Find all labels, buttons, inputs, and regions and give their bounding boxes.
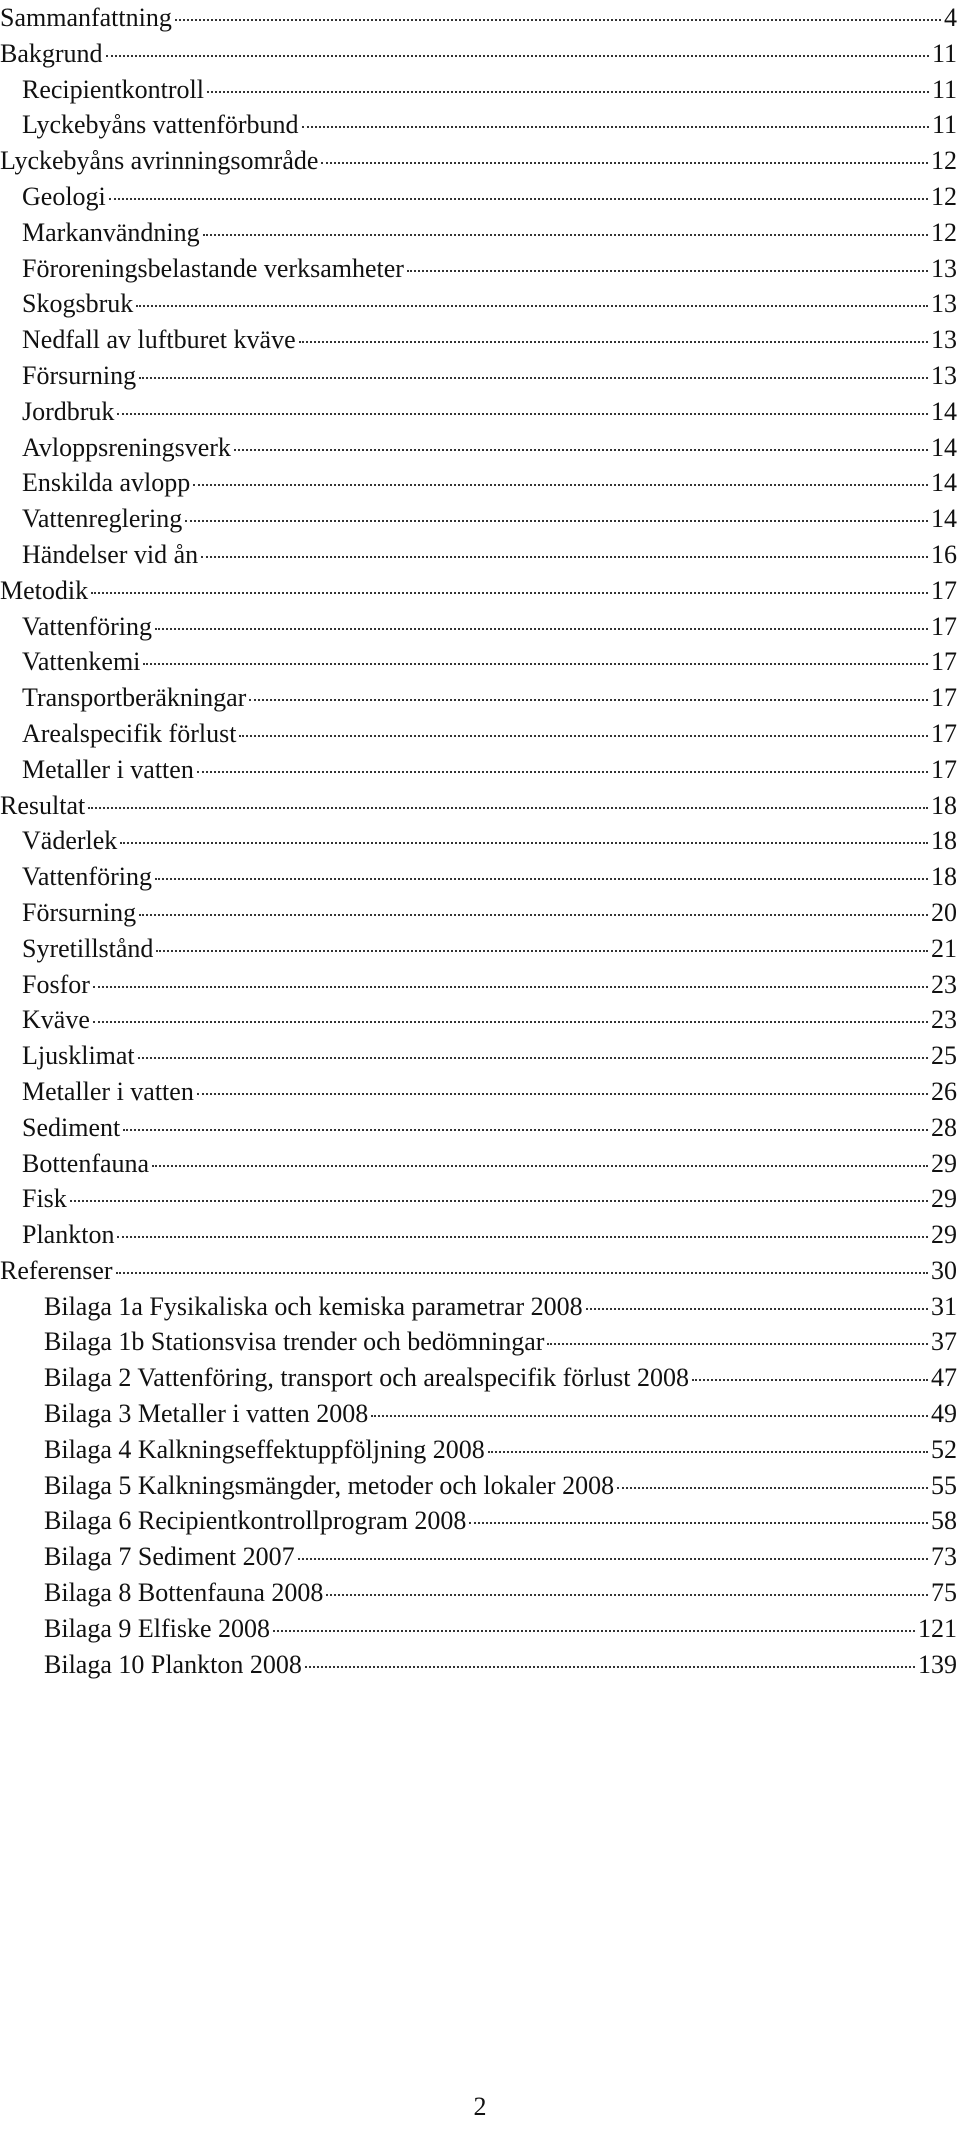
toc-entry-page: 47 (931, 1363, 957, 1393)
toc-entry[interactable] (0, 1539, 957, 1575)
toc-entry[interactable] (0, 1217, 957, 1253)
toc-entry-title: Ljusklimat (22, 1041, 135, 1071)
toc-entry-title: Plankton (22, 1220, 115, 1250)
dot-leader (273, 1630, 915, 1632)
toc-entry[interactable] (0, 1432, 957, 1468)
toc-entry[interactable] (0, 430, 957, 466)
toc-entry-title: Bilaga 2 Vattenföring, transport och arealspecifik förlust 2008 (44, 1363, 690, 1393)
toc-entry-page: 17 (931, 683, 957, 713)
toc-entry-page: 4 (944, 3, 957, 32)
dot-leader (88, 807, 928, 809)
dot-leader (143, 663, 928, 665)
toc-entry-page: 29 (931, 1220, 957, 1250)
dot-leader (321, 162, 928, 164)
toc-entry-title: Bilaga 10 Plankton 2008 (44, 1649, 302, 1679)
toc-entry[interactable] (0, 1468, 957, 1504)
toc-entry[interactable] (0, 501, 957, 537)
dot-leader (586, 1308, 928, 1310)
toc-entry[interactable] (0, 752, 957, 788)
toc-entry-page: 12 (931, 146, 957, 176)
toc-entry-title: Bilaga 6 Recipientkontrollprogram 2008 (44, 1506, 467, 1536)
toc-entry-page: 20 (931, 897, 957, 927)
dot-leader (123, 1129, 928, 1131)
toc-entry[interactable] (0, 358, 957, 394)
toc-entry[interactable] (0, 322, 957, 358)
dot-leader (139, 914, 928, 916)
toc-entry-title: Vattenföring (22, 862, 152, 892)
toc-entry-title: Föroreningsbelastande verksamheter (22, 253, 404, 283)
toc-entry-page: 17 (931, 754, 957, 784)
toc-entry[interactable] (0, 465, 957, 501)
toc-entry-title: Bottenfauna (22, 1148, 150, 1178)
toc-entry-page: 13 (931, 360, 957, 390)
toc-entry-page: 139 (918, 1649, 957, 1679)
dot-leader (305, 1666, 915, 1668)
toc-entry-title: Enskilda avlopp (22, 468, 191, 498)
toc-entry[interactable] (0, 36, 957, 72)
dot-leader (117, 413, 928, 415)
toc-entry[interactable] (0, 1396, 957, 1432)
dot-leader (152, 1165, 928, 1167)
dot-leader (197, 1093, 928, 1095)
dot-leader (239, 735, 928, 737)
toc-entry-page: 28 (931, 1112, 957, 1142)
toc-entry-title: Bilaga 7 Sediment 2007 (44, 1542, 295, 1572)
dot-leader (117, 1236, 928, 1238)
toc-entry-title: Metodik (0, 575, 89, 605)
toc-entry-page: 18 (931, 862, 957, 892)
toc-entry-title: Vattenföring (22, 611, 152, 641)
toc-entry-title: Metaller i vatten (22, 1076, 194, 1106)
toc-entry-page: 17 (931, 611, 957, 641)
toc-entry-page: 21 (931, 933, 957, 963)
dot-leader (547, 1343, 928, 1345)
toc-entry-page: 13 (931, 325, 957, 355)
dot-leader (116, 1272, 928, 1274)
toc-entry[interactable] (0, 1360, 957, 1396)
toc-entry-title: Fosfor (22, 969, 90, 999)
toc-entry-title: Försurning (22, 360, 137, 390)
toc-entry-page: 17 (931, 647, 957, 677)
dot-leader (201, 556, 928, 558)
toc-entry-title: Jordbruk (22, 396, 115, 426)
toc-entry-page: 17 (931, 718, 957, 748)
toc-entry-page: 23 (931, 969, 957, 999)
toc-entry-page: 49 (931, 1399, 957, 1429)
dot-leader (155, 878, 928, 880)
toc-entry-title: Försurning (22, 897, 137, 927)
toc-entry-page: 23 (931, 1005, 957, 1035)
toc-entry[interactable] (0, 537, 957, 573)
dot-leader (175, 19, 941, 21)
toc-entry-page: 37 (931, 1327, 957, 1357)
toc-entry-title: Lyckebyåns avrinningsområde (0, 146, 319, 176)
toc-entry[interactable] (0, 394, 957, 430)
toc-entry[interactable] (0, 573, 957, 609)
dot-leader (70, 1200, 928, 1202)
toc-entry-title: Skogsbruk (22, 289, 134, 319)
toc-entry-title: Transportberäkningar (22, 683, 247, 713)
toc-entry-title: Händelser vid ån (22, 539, 199, 569)
toc-entry-page: 25 (931, 1041, 957, 1071)
toc-entry[interactable] (0, 143, 957, 179)
toc-entry-page: 16 (931, 539, 957, 569)
toc-entry-page: 14 (931, 396, 957, 426)
dot-leader (136, 305, 928, 307)
toc-entry-title: Recipientkontroll (22, 74, 204, 104)
dot-leader (138, 1057, 928, 1059)
toc-entry-page: 31 (931, 1291, 957, 1321)
toc-entry-title: Referenser (0, 1255, 113, 1285)
toc-entry-title: Bilaga 5 Kalkningsmängder, metoder och lokaler 2008 (44, 1470, 615, 1500)
toc-entry-page: 73 (931, 1542, 957, 1572)
toc-entry-page: 17 (931, 575, 957, 605)
dot-leader (193, 484, 928, 486)
toc-entry[interactable] (0, 179, 957, 215)
toc-entry-title: Syretillstånd (22, 933, 154, 963)
toc-entry[interactable] (0, 1647, 957, 1683)
dot-leader (469, 1522, 928, 1524)
toc-entry[interactable] (0, 251, 957, 287)
toc-entry-title: Bilaga 1a Fysikaliska och kemiska parametrar 2008 (44, 1291, 583, 1321)
dot-leader (155, 628, 928, 630)
toc-entry[interactable] (0, 1289, 957, 1325)
toc-entry[interactable] (0, 1110, 957, 1146)
toc-entry-page: 18 (931, 826, 957, 856)
dot-leader (617, 1487, 928, 1489)
toc-entry[interactable] (0, 931, 957, 967)
toc-entry-title: Bilaga 3 Metaller i vatten 2008 (44, 1399, 369, 1429)
toc-entry-title: Metaller i vatten (22, 754, 194, 784)
dot-leader (91, 592, 928, 594)
toc-entry-page: 29 (931, 1184, 957, 1214)
toc-entry-page: 30 (931, 1255, 957, 1285)
toc-entry[interactable] (0, 716, 957, 752)
dot-leader (302, 126, 929, 128)
dot-leader (326, 1594, 928, 1596)
toc-entry[interactable] (0, 1324, 957, 1360)
toc-entry-title: Avloppsreningsverk (22, 432, 231, 462)
toc-entry[interactable] (0, 1038, 957, 1074)
dot-leader (234, 449, 928, 451)
toc-entry-page: 26 (931, 1076, 957, 1106)
toc-entry-page: 13 (931, 289, 957, 319)
toc-entry-page: 55 (931, 1470, 957, 1500)
toc-entry-title: Kväve (22, 1005, 90, 1035)
toc-entry-title: Arealspecifik förlust (22, 718, 237, 748)
toc-entry[interactable] (0, 967, 957, 1003)
toc-entry-title: Bilaga 8 Bottenfauna 2008 (44, 1578, 324, 1608)
toc-entry-page: 11 (931, 110, 957, 140)
dot-leader (109, 198, 928, 200)
toc-entry-title: Sediment (22, 1112, 121, 1142)
toc-entry[interactable] (0, 1253, 957, 1289)
toc-entry-title: Markanvändning (22, 217, 200, 247)
toc-entry[interactable] (0, 859, 957, 895)
toc-entry[interactable] (0, 1575, 957, 1611)
toc-entry-title: Vattenkemi (22, 647, 141, 677)
toc-entry-page: 29 (931, 1148, 957, 1178)
toc-entry-page: 75 (931, 1578, 957, 1608)
toc-entry-title: Bilaga 1b Stationsvisa trender och bedömningar (44, 1327, 545, 1357)
toc-entry-title: Fisk (22, 1184, 67, 1214)
toc-entry[interactable] (0, 1503, 957, 1539)
dot-leader (93, 986, 928, 988)
toc-entry[interactable] (0, 72, 957, 108)
dot-leader (185, 520, 928, 522)
toc-entry[interactable] (0, 895, 957, 931)
dot-leader (207, 91, 929, 93)
toc-entry-page: 121 (918, 1613, 957, 1643)
toc-entry-page: 13 (931, 253, 957, 283)
dot-leader (156, 950, 928, 952)
toc-entry[interactable] (0, 609, 957, 645)
toc-entry[interactable] (0, 823, 957, 859)
toc-entry-page: 12 (931, 217, 957, 247)
toc-entry[interactable] (0, 1181, 957, 1217)
dot-leader (203, 234, 928, 236)
dot-leader (407, 270, 928, 272)
toc-entry-page: 14 (931, 504, 957, 534)
toc-entry-title: Nedfall av luftburet kväve (22, 325, 296, 355)
toc-entry[interactable] (0, 286, 957, 322)
toc-entry[interactable] (0, 680, 957, 716)
dot-leader (120, 842, 928, 844)
toc-entry-title: Väderlek (22, 826, 118, 856)
toc-entry[interactable] (0, 1611, 957, 1647)
page-number: 2 (473, 2092, 487, 2121)
toc-entry-title: Lyckebyåns vattenförbund (22, 110, 299, 140)
toc-entry-title: Bilaga 4 Kalkningseffektuppföljning 2008 (44, 1434, 485, 1464)
toc-entry-title: Sammanfattning (0, 3, 172, 32)
toc-entry-page: 14 (931, 468, 957, 498)
toc-entry[interactable] (0, 1146, 957, 1182)
dot-leader (249, 699, 928, 701)
toc-entry[interactable] (0, 1002, 957, 1038)
toc-entry-title: Bilaga 9 Elfiske 2008 (44, 1613, 271, 1643)
toc-entry[interactable] (0, 107, 957, 143)
dot-leader (197, 771, 928, 773)
dot-leader (488, 1451, 928, 1453)
dot-leader (106, 55, 929, 57)
toc-entry-title: Geologi (22, 181, 106, 211)
toc-entry-page: 18 (931, 790, 957, 820)
toc-entry-page: 11 (931, 74, 957, 104)
toc-entry-title: Bakgrund (0, 38, 103, 68)
dot-leader (139, 377, 928, 379)
toc-entry-title: Resultat (0, 790, 86, 820)
toc-entry-page: 14 (931, 432, 957, 462)
dot-leader (298, 1558, 928, 1560)
dot-leader (371, 1415, 928, 1417)
toc-entry[interactable] (0, 0, 957, 36)
dot-leader (299, 341, 928, 343)
toc-entry[interactable] (0, 644, 957, 680)
toc-entry[interactable] (0, 215, 957, 251)
dot-leader (692, 1379, 928, 1381)
toc-entry-title: Vattenreglering (22, 504, 183, 534)
toc-entry[interactable] (0, 1074, 957, 1110)
toc-entry-page: 58 (931, 1506, 957, 1536)
toc-entry-page: 11 (931, 38, 957, 68)
dot-leader (93, 1021, 928, 1023)
toc-entry-page: 52 (931, 1434, 957, 1464)
toc-entry-page: 12 (931, 181, 957, 211)
toc-entry[interactable] (0, 788, 957, 824)
